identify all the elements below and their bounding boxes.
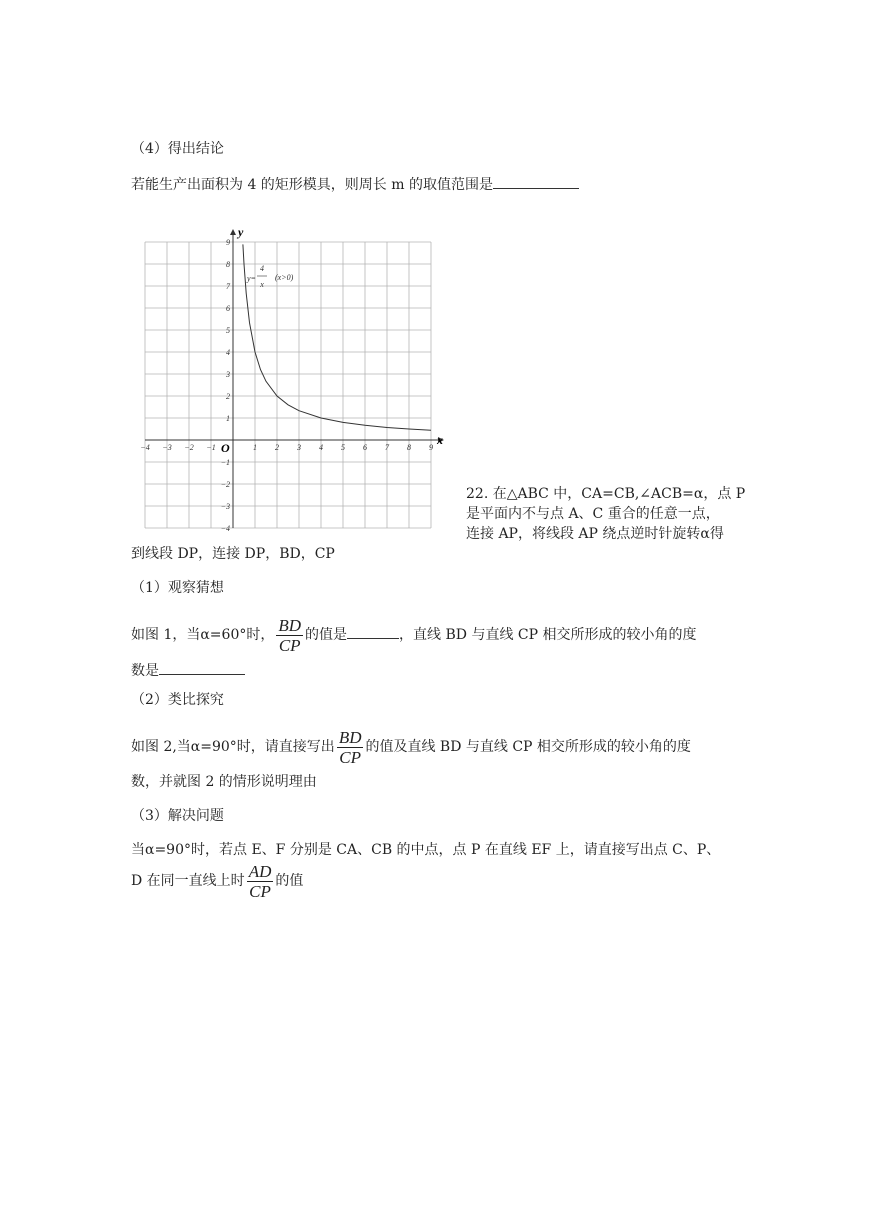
part2-text-b: 的值及直线 BD 与直线 CP 相交所形成的较小角的度 <box>365 739 691 755</box>
y-tick-label: −2 <box>220 480 230 489</box>
part1-text-a: 如图 1，当α=60°时， <box>131 627 275 643</box>
part2-question <box>131 726 691 768</box>
fraction-bd-cp <box>276 616 303 655</box>
origin-label: O <box>221 441 230 455</box>
x-tick-label: 6 <box>363 443 367 452</box>
x-tick-label: −1 <box>206 443 216 452</box>
hyperbola-curve <box>243 244 431 430</box>
y-tick-label: 7 <box>226 282 230 291</box>
fraction-bd-cp <box>337 728 364 767</box>
x-tick-label: 7 <box>385 443 389 452</box>
x-tick-label: 4 <box>319 443 323 452</box>
x-axis-label: x <box>437 433 443 447</box>
part3-heading: （3）解决问题 <box>131 808 224 824</box>
part1-text-c: ，直线 BD 与直线 CP 相交所形成的较小角的度 <box>399 627 697 643</box>
part3-text-c: 的值 <box>275 873 304 889</box>
function-label-den: x <box>260 280 264 289</box>
answer-blank-perimeter-range[interactable] <box>493 174 579 189</box>
y-tick-label: −1 <box>220 458 230 467</box>
part1-text-d: 数是 <box>131 663 159 679</box>
tick-labels <box>140 238 433 533</box>
part3-text-b: D 在同一直线上时 <box>131 873 245 889</box>
y-tick-label: 1 <box>226 414 230 423</box>
function-label-num: 4 <box>260 264 264 273</box>
x-tick-label: −2 <box>184 443 194 452</box>
answer-blank-ratio[interactable] <box>347 624 399 639</box>
x-tick-label: 5 <box>341 443 345 452</box>
section4-question <box>131 174 579 195</box>
y-tick-label: 5 <box>226 326 230 335</box>
x-tick-label: 3 <box>297 443 301 452</box>
part1-question-cont <box>131 660 245 681</box>
section4-heading: （4）得出结论 <box>131 141 224 157</box>
x-tick-label: −3 <box>162 443 172 452</box>
q22-line2: 是平面内不与点 A、C 重合的任意一点， <box>466 506 720 522</box>
fraction-denominator: CP <box>339 747 362 767</box>
part2-text-c: 数，并就图 2 的情形说明理由 <box>131 774 317 790</box>
fraction-denominator: CP <box>249 881 271 901</box>
function-label-y: y= <box>247 274 256 283</box>
part1-heading: （1）观察猜想 <box>131 580 224 596</box>
y-tick-label: 3 <box>226 370 230 379</box>
part3-question-cont <box>131 860 303 902</box>
fraction-denominator: CP <box>278 635 301 655</box>
fraction-numerator: AD <box>248 861 272 881</box>
y-axis-label: y <box>238 225 244 239</box>
answer-blank-angle[interactable] <box>159 660 245 675</box>
x-tick-label: 2 <box>275 443 279 452</box>
function-label <box>246 264 294 289</box>
q22-line1: 22. 在△ABC 中，CA=CB,∠ACB=α，点 P <box>466 486 746 502</box>
y-tick-label: −3 <box>220 502 230 511</box>
x-tick-label: −4 <box>140 443 150 452</box>
x-tick-label: 1 <box>253 443 257 452</box>
function-graph <box>135 224 445 536</box>
grid <box>145 242 431 528</box>
fraction-ad-cp <box>247 862 274 901</box>
q22-line4: 到线段 DP，连接 DP，BD，CP <box>131 546 335 562</box>
part1-question <box>131 614 696 656</box>
x-tick-label: 8 <box>407 443 411 452</box>
fraction-numerator: BD <box>278 615 302 635</box>
y-tick-label: 8 <box>226 260 230 269</box>
y-tick-label: 2 <box>226 392 230 401</box>
part1-text-b: 的值是 <box>305 627 348 643</box>
q22-line3: 连接 AP，将线段 AP 绕点逆时针旋转α得 <box>466 526 724 542</box>
function-label-cond: (x>0) <box>275 273 294 282</box>
y-tick-label: 4 <box>226 348 230 357</box>
part2-heading: （2）类比探究 <box>131 692 224 708</box>
y-tick-label: 6 <box>226 304 230 313</box>
part2-text-a: 如图 2,当α=90°时，请直接写出 <box>131 739 335 755</box>
section4-question-text: 若能生产出面积为 4 的矩形模具，则周长 m 的取值范围是 <box>131 177 493 193</box>
x-tick-label: 9 <box>429 443 433 452</box>
part3-text-a: 当α=90°时，若点 E、F 分别是 CA、CB 的中点，点 P 在直线 EF 上，请直接写出点 C、P、 <box>131 842 721 858</box>
fraction-numerator: BD <box>338 727 362 747</box>
y-tick-label: 9 <box>226 238 230 247</box>
y-tick-label: −4 <box>220 524 230 533</box>
